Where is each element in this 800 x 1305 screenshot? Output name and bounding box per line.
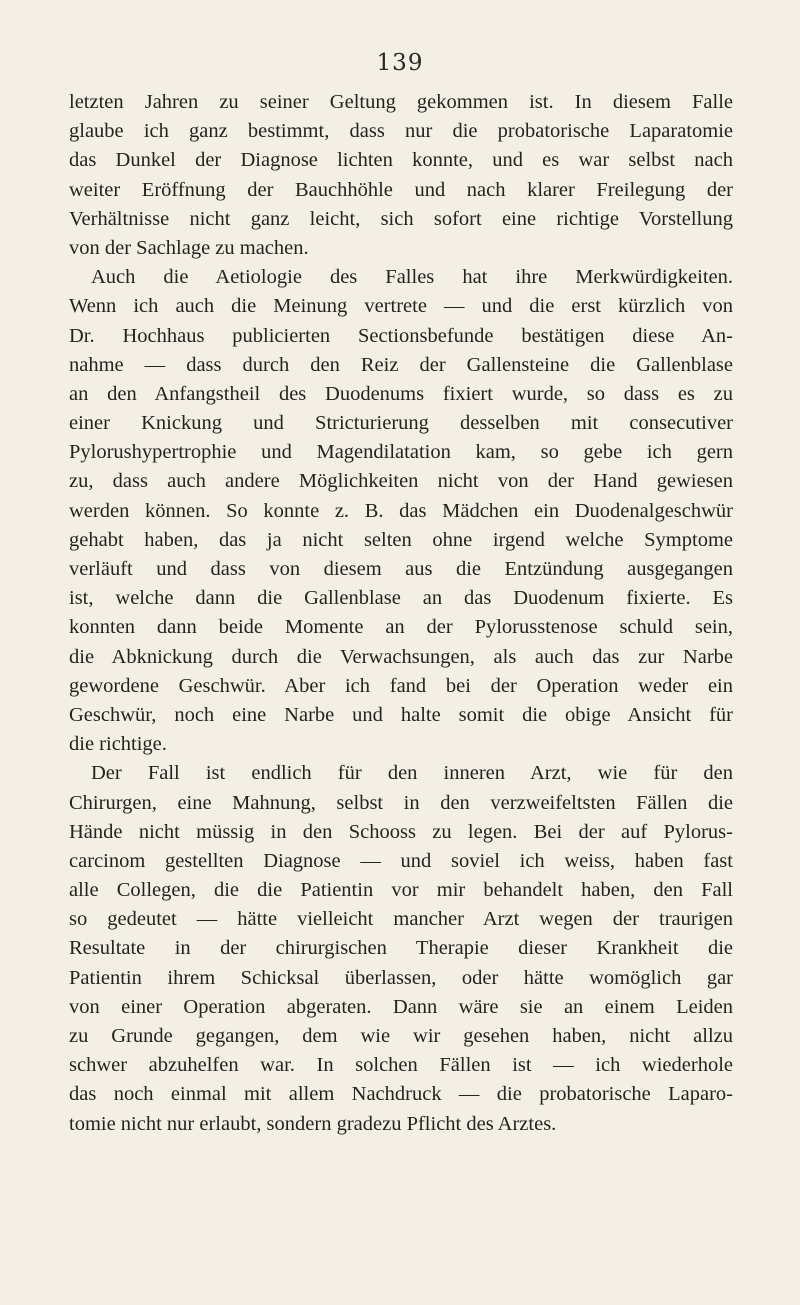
text-line: Patientin ihrem Schicksal überlassen, oder hätte womöglich gar <box>69 966 733 989</box>
text-line: so gedeutet — hätte vielleicht mancher Arzt wegen der traurigen <box>69 908 733 931</box>
text-line: gehabt haben, das ja nicht selten ohne irgend welche Symptome <box>69 528 733 551</box>
text-line: zu, dass auch andere Möglichkeiten nicht von der Hand gewiesen <box>69 470 733 493</box>
text-line: von einer Operation abgeraten. Dann wäre sie an einem Leiden <box>69 995 733 1018</box>
text-line: von der Sachlage zu machen. <box>69 236 309 259</box>
text-line: tomie nicht nur erlaubt, sondern gradezu Pflicht des Arztes. <box>69 1112 557 1135</box>
text-line: die Abknickung durch die Verwachsungen, als auch das zur Narbe <box>69 645 733 668</box>
text-line: konnten dann beide Momente an der Pylorusstenose schuld sein, <box>69 616 733 639</box>
text-line: Resultate in der chirurgischen Therapie dieser Krankheit die <box>69 937 733 960</box>
text-line: ist, welche dann die Gallenblase an das Duodenum fixierte. Es <box>69 587 733 610</box>
text-line: zu Grunde gegangen, dem wie wir gesehen haben, nicht allzu <box>69 1025 733 1047</box>
text-line: Hände nicht müssig in den Schooss zu legen. Bei der auf Pylorus- <box>69 820 733 843</box>
text-line: alle Collegen, die die Patientin vor mir behandelt haben, den Fall <box>69 879 733 902</box>
text-line: die richtige. <box>69 733 167 756</box>
text-line: Chirurgen, eine Mahnung, selbst in den verzweifeltsten Fällen die <box>69 791 733 814</box>
text-line: Der Fall ist endlich für den inneren Arzt, wie für den <box>91 762 733 785</box>
text-line: weiter Eröffnung der Bauchhöhle und nach klarer Freilegung der <box>69 178 733 201</box>
text-line: Auch die Aetiologie des Falles hat ihre Merkwürdigkeiten. <box>91 266 733 289</box>
text-line: werden können. So konnte z. B. das Mädchen ein Duodenalgeschwür <box>69 499 733 522</box>
text-line: Dr. Hochhaus publicierten Sectionsbefunde bestätigen diese An- <box>69 324 733 347</box>
text-line: glaube ich ganz bestimmt, dass nur die probatorische Laparatomie <box>69 120 733 143</box>
text-line: letzten Jahren zu seiner Geltung gekommen ist. In diesem Falle <box>69 91 733 113</box>
text-line: an den Anfangstheil des Duodenums fixiert wurde, so dass es zu <box>69 382 733 405</box>
paragraph <box>69 263 733 759</box>
text-line: schwer abzuhelfen war. In solchen Fällen ist — ich wiederhole <box>69 1054 733 1077</box>
text-line: verläuft und dass von diesem aus die Entzündung ausgegangen <box>69 558 733 580</box>
text-line: Geschwür, noch eine Narbe und halte somit die obige Ansicht für <box>69 703 733 726</box>
text-line: Wenn ich auch die Meinung vertrete — und die erst kürzlich von <box>69 295 733 318</box>
text-line: Verhältnisse nicht ganz leicht, sich sofort eine richtige Vorstellung <box>69 207 733 230</box>
text-line: das Dunkel der Diagnose lichten konnte, und es war selbst nach <box>69 149 733 172</box>
page-number: 139 <box>376 50 424 76</box>
text-line: einer Knickung und Stricturierung desselben mit consecutiver <box>69 412 733 435</box>
text-line: das noch einmal mit allem Nachdruck — die probatorische Laparo- <box>69 1083 733 1106</box>
text-line: Pylorushypertrophie und Magendilatation kam, so gebe ich gern <box>69 441 733 464</box>
body-text <box>69 88 733 1139</box>
paragraph <box>69 759 733 1138</box>
paragraph <box>69 88 733 263</box>
text-line: nahme — dass durch den Reiz der Gallensteine die Gallenblase <box>69 353 733 376</box>
text-line: gewordene Geschwür. Aber ich fand bei der Operation weder ein <box>69 674 733 697</box>
text-line: carcinom gestellten Diagnose — und soviel ich weiss, haben fast <box>69 849 733 872</box>
